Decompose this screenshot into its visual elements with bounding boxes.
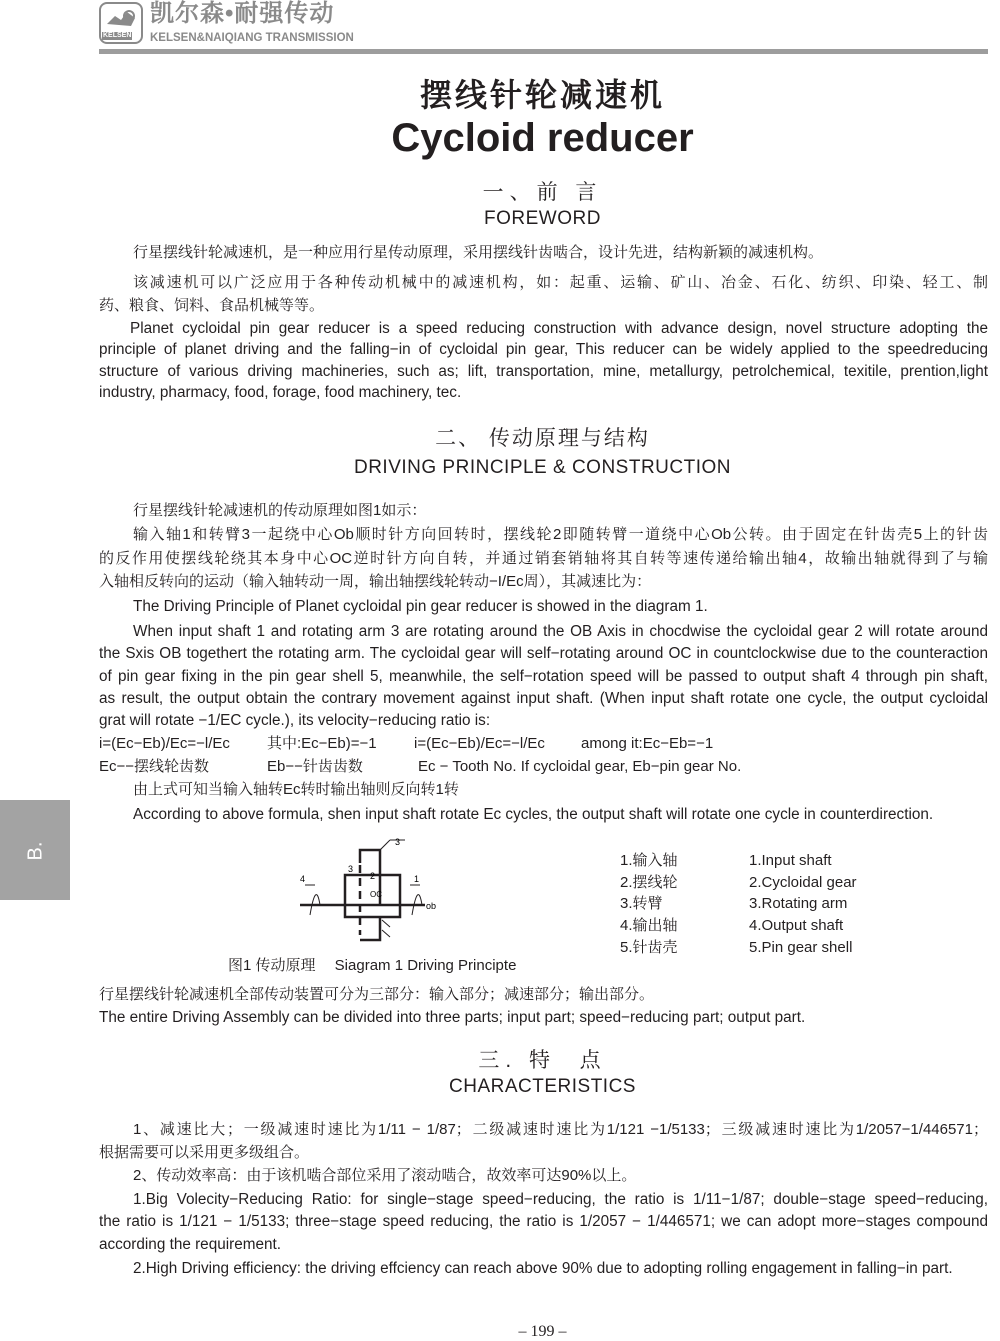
paragraph-line: the ratio is 1/121 − 1/5133; three−stage speed reducing, the ratio is 1/2057 − 1/446571; we can adopt more−stages compound: [99, 1213, 988, 1230]
part-item: 1.Input shaft: [749, 852, 832, 869]
part-item: 3.转臂: [620, 895, 663, 913]
formula: 其中:Ec−Eb)=−1: [267, 735, 377, 752]
paragraph-line: 2.High Driving efficiency: the driving effciency can reach above 90% due to adopting rolling engagement in falling−in part.: [133, 1260, 953, 1277]
title-cn: 摆线针轮减速机: [419, 77, 665, 113]
part-item: 4.Output shaft: [749, 917, 844, 935]
diagram-label: ob: [426, 901, 437, 911]
formula: i=(Ec−Eb)/Ec=−l/Ec: [99, 735, 230, 752]
section-heading-cn: 三. 特 点: [478, 1049, 607, 1072]
brand-name-cn: 凯尔森•耐强传动: [150, 0, 335, 27]
paragraph-line: The Driving Principle of Planet cycloidal pin gear reducer is showed in the diagram 1.: [133, 598, 708, 615]
diagram-label: 4: [300, 874, 306, 884]
gear-logo-icon: [101, 6, 141, 32]
parts-list-en: [749, 850, 857, 959]
paragraph-line: 行星摆线针轮减速机，是一种应用行星传动原理，采用摆线针齿啮合，设计先进，结构新颖的减速机构。: [133, 244, 824, 261]
part-item: 5.Pin gear shell: [749, 938, 853, 956]
diagram-label: 3: [348, 864, 354, 874]
symbol-legend: Ec − Tooth No. If cycloidal gear, Eb−pin gear No.: [418, 758, 742, 775]
diagram-label: 2: [370, 871, 376, 881]
part-item: 2.摆线轮: [620, 873, 678, 891]
parts-list-cn: [620, 850, 678, 959]
part-item: 2.Cycloidal gear: [749, 873, 857, 891]
page-number: – 199 –: [518, 1323, 567, 1340]
paragraph-line: structure of various driving machineries, such as; lift, transportation, mine, metallurgy, petrolchemical, texitile, prention,light: [99, 363, 988, 380]
paragraph-line: When input shaft 1 and rotating arm 3 are rotating around the OB Axis in chocdwise the cycloidal gear 2 will rotate around: [133, 623, 988, 640]
driving-principle-diagram: [290, 835, 440, 945]
paragraph-line: of pin gear fixing in the pin gear shell 5, meanwhile, the self−rotation speed will be passed to output shaft 4 through pin shaft,: [99, 668, 988, 685]
paragraph-line: 根据需要可以采用更多级组合。: [99, 1144, 310, 1161]
paragraph-line: 1.Big Volecity−Reducing Ratio: for single−stage speed−reducing, the ratio is 1/11−1/87; double−stage speed−reducing,: [133, 1191, 988, 1208]
part-item: 1.输入轴: [620, 852, 678, 869]
section-heading-cn: 一、前 言: [482, 181, 603, 204]
logo-text: KELSEN: [103, 32, 132, 39]
symbol-legend: Eb−−针齿齿数: [267, 758, 363, 775]
paragraph-line: according the requirement.: [99, 1236, 281, 1253]
paragraph-line: Planet cycloidal pin gear reducer is a speed reducing construction with advance design, novel structure adopting the: [130, 320, 988, 337]
section-heading-en: FOREWORD: [484, 208, 601, 229]
paragraph-line: 由上式可知当输入轴转Ec转时输出轴则反向转1转: [133, 781, 459, 798]
part-item: 4.输出轴: [620, 917, 678, 935]
section-heading-en: CHARACTERISTICS: [449, 1076, 636, 1097]
brand-name-en: KELSEN&NAIQIANG TRANSMISSION: [150, 32, 354, 44]
section-heading-cn: 二、 传动原理与结构: [435, 427, 650, 450]
paragraph-line: 入轴相反转向的运动（输入轴转动一周，输出轴摆线轮转动−I/Ec周），其减速比为：: [99, 573, 652, 590]
paragraph-line: 1、减速比大；一级减速时速比为1/11 − 1/87；二级减速时速比为1/121 −1/5133；三级减速时速比为1/2057−1/446571；: [133, 1121, 988, 1138]
diagram-caption: 图1 传动原理 Siagram 1 Driving Principte: [228, 957, 517, 974]
paragraph-line: The entire Driving Assembly can be divided into three parts; input part; speed−reducing part; output part.: [99, 1009, 806, 1026]
diagram-label: 1: [414, 874, 420, 884]
side-tab-label: B.: [24, 841, 47, 861]
section-heading-en: DRIVING PRINCIPLE & CONSTRUCTION: [353, 457, 732, 478]
paragraph-line: 药、粮食、饲料、食品机械等等。: [99, 297, 325, 314]
side-tab: [0, 800, 70, 900]
diagram-label: OC: [370, 890, 382, 899]
paragraph-line: According to above formula, shen input shaft rotate Ec cycles, the output shaft will rotate one cycle in counterdirection.: [133, 806, 934, 823]
formula: i=(Ec−Eb)/Ec=−l/Ec: [414, 735, 545, 752]
paragraph-line: 的反作用使摆线轮绕其本身中心OC逆时针方向自转，并通过销套销轴将其自转等速传递给输出轴4，故输出轴就得到了与输: [99, 550, 988, 567]
formula: among it:Ec−Eb=−1: [581, 735, 714, 752]
paragraph-line: 行星摆线针轮减速机全部传动装置可分为三部分：输入部分；减速部分；输出部分。: [99, 986, 655, 1003]
paragraph-line: 2、传动效率高：由于该机啮合部位采用了滚动啮合，故效率可达90%以上。: [133, 1167, 637, 1184]
paragraph-line: 输入轴1和转臂3一起绕中心Ob顺时针方向回转时，摆线轮2即随转臂一道绕中心Ob公转。由于固定在针齿壳5上的针齿: [133, 526, 988, 543]
paragraph-line: 该减速机可以广泛应用于各种传动机械中的减速机构，如：起重、运输、矿山、冶金、石化、纺织、印染、轻工、制: [133, 274, 988, 291]
paragraph-line: grat will rotate −1/EC cycle.), its velocity−reducing ratio is:: [99, 712, 491, 729]
paragraph-line: the Sxis OB togethert the rotating arm. The cycloidal gear will self−rotating around OC in countclockwise due to the counteraction: [99, 645, 988, 662]
diagram-label: 3: [395, 837, 401, 847]
header-bar: [99, 49, 988, 54]
paragraph-line: 行星摆线针轮减速机的传动原理如图1如示：: [133, 502, 427, 519]
paragraph-line: as result, the output obtain the contrary movement against input shaft. (When input shaft rotate one cycle, the output cycloidal: [99, 690, 988, 707]
part-item: 5.针齿壳: [620, 938, 678, 956]
paragraph-line: principle of planet driving and the falling−in of cycloidal pin gear, This reducer can be widely applied to the speedreducing: [99, 341, 988, 358]
logo: [99, 2, 143, 44]
title-en: Cycloid reducer: [391, 116, 694, 160]
part-item: 3.Rotating arm: [749, 895, 848, 913]
symbol-legend: Ec−−摆线轮齿数: [99, 758, 210, 775]
paragraph-line: industry, pharmacy, food, forage, food machinery, tec.: [99, 384, 462, 401]
